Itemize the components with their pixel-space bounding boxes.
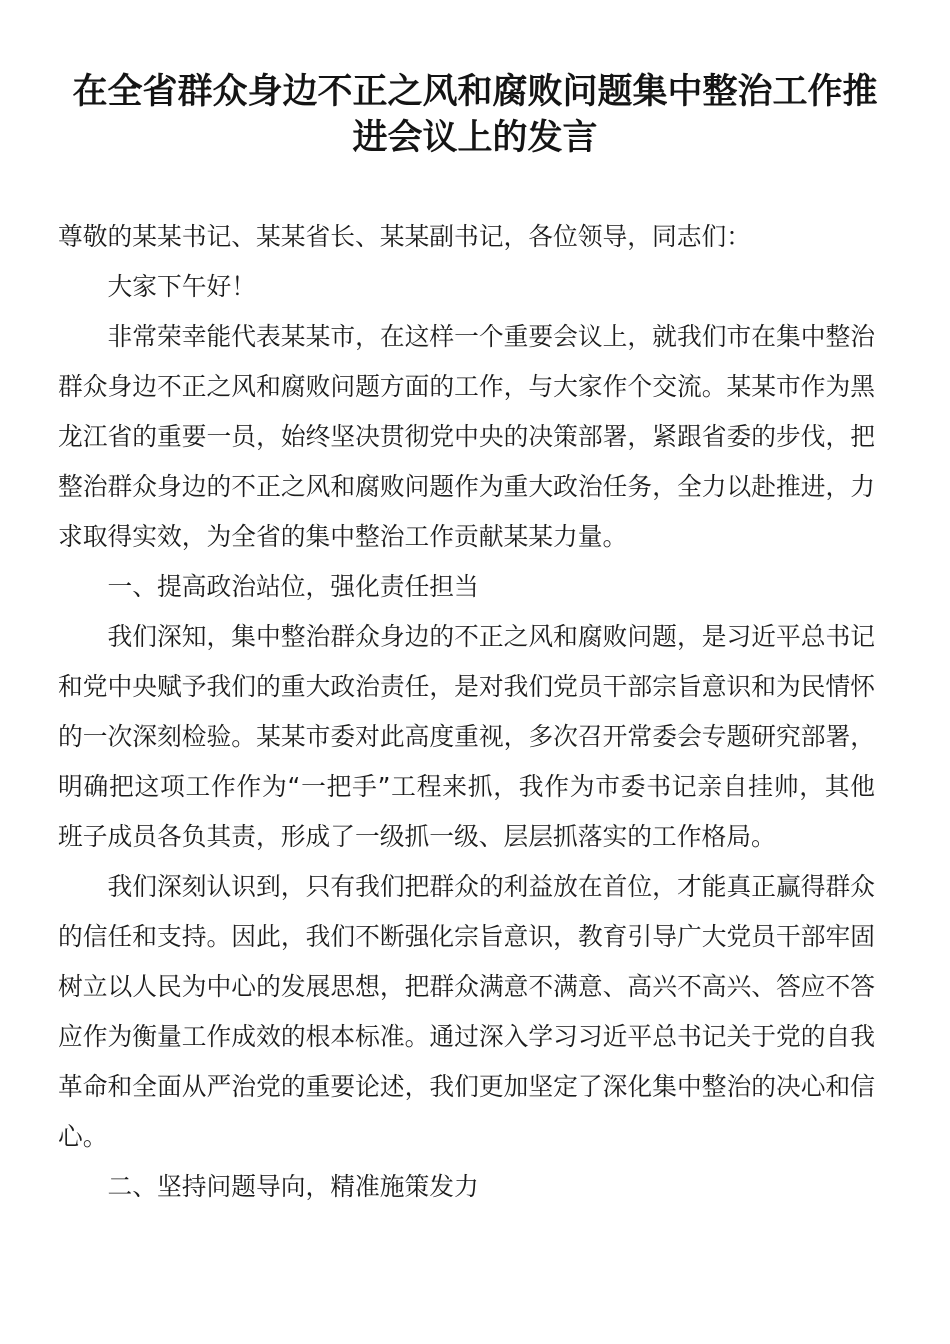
paragraph-line: 我们深刻认识到，只有我们把群众的利益放在首位，才能真正赢得群众 — [107, 872, 875, 901]
paragraph-line: 我们深知，集中整治群众身边的不正之风和腐败问题，是习近平总书记 — [107, 622, 875, 651]
paragraph-line: 求取得实效，为全省的集中整治工作贡献某某力量。 — [58, 522, 628, 551]
section-1-paragraph-1 — [58, 612, 875, 862]
paragraph-line: 群众身边不正之风和腐败问题方面的工作，与大家作个交流。某某市作为黑 — [58, 372, 875, 401]
section-2-heading: 二、坚持问题导向，精准施策发力 — [107, 1172, 479, 1201]
intro-paragraph — [58, 312, 875, 562]
paragraph-line: 明确把这项工作作为“一把手”工程来抓，我作为市委书记亲自挂帅，其他 — [58, 772, 875, 801]
paragraph-line: 的信任和支持。因此，我们不断强化宗旨意识，教育引导广大党员干部牢固 — [58, 922, 875, 951]
section-1-paragraph-2 — [58, 862, 875, 1162]
paragraph-line: 革命和全面从严治党的重要论述，我们更加坚定了深化集中整治的决心和信 — [58, 1072, 875, 1101]
paragraph-line: 的一次深刻检验。某某市委对此高度重视，多次召开常委会专题研究部署， — [58, 722, 875, 751]
paragraph-line: 整治群众身边的不正之风和腐败问题作为重大政治任务，全力以赴推进，力 — [58, 472, 875, 501]
paragraph-line: 和党中央赋予我们的重大政治责任，是对我们党员干部宗旨意识和为民情怀 — [58, 672, 875, 701]
title-line-1: 在全省群众身边不正之风和腐败问题集中整治工作推 — [72, 72, 878, 112]
paragraph-line: 心。 — [58, 1122, 108, 1151]
document-body — [58, 212, 875, 1212]
title-line-2: 进会议上的发言 — [352, 118, 598, 158]
salutation: 尊敬的某某书记、某某省长、某某副书记，各位领导，同志们： — [58, 222, 751, 251]
document-title — [0, 69, 950, 161]
section-1-heading: 一、提高政治站位，强化责任担当 — [107, 572, 479, 601]
paragraph-line: 应作为衡量工作成效的根本标准。通过深入学习习近平总书记关于党的自我 — [58, 1022, 875, 1051]
paragraph-line: 非常荣幸能代表某某市，在这样一个重要会议上，就我们市在集中整治 — [107, 322, 875, 351]
paragraph-line: 龙江省的重要一员，始终坚决贯彻党中央的决策部署，紧跟省委的步伐，把 — [58, 422, 875, 451]
opening-greeting: 大家下午好！ — [107, 272, 256, 301]
paragraph-line: 树立以人民为中心的发展思想，把群众满意不满意、高兴不高兴、答应不答 — [58, 972, 875, 1001]
paragraph-line: 班子成员各负其责，形成了一级抓一级、层层抓落实的工作格局。 — [58, 822, 776, 851]
